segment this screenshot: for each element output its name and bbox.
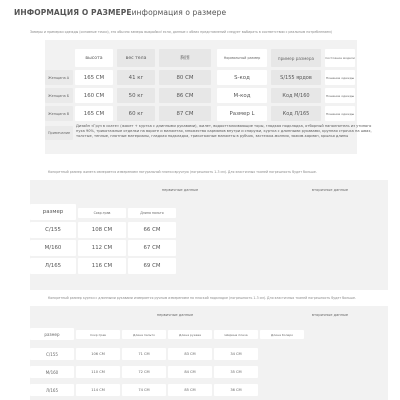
vest-size: М/160 xyxy=(30,240,76,256)
vest-chest: 108 СМ xyxy=(78,222,126,238)
jacket-shoulder: 36 СМ xyxy=(214,384,258,396)
vest-size-table xyxy=(30,180,388,290)
jacket-length: 74 СМ xyxy=(122,384,166,396)
jacket-chest: 110 СМ xyxy=(76,366,120,378)
model-sample-size: Код Л/165 xyxy=(271,106,321,121)
model-height: 165 СМ xyxy=(75,70,113,85)
vest-chest: 112 СМ xyxy=(78,240,126,256)
vest-length: 67 СМ xyxy=(128,240,176,256)
jacket-measure-note: Конкретный размер куртки с длинными рукавами измеряется ручным измерением на плоской подкладке (погрешность 1-3 см). Для эластичных тканей погрешность будет больше. xyxy=(48,296,356,300)
jacket-sleeve: 83 СМ xyxy=(168,348,212,360)
jacket-sub-bolero: Длина болеро xyxy=(260,330,304,339)
jacket-sleeve: 85 СМ xyxy=(168,384,212,396)
jacket-size-col-label: размер xyxy=(30,328,74,340)
model-row xyxy=(45,70,357,85)
jacket-group-secondary: вторичные данные xyxy=(311,313,349,317)
vest-group-primary: первичные данные xyxy=(161,188,199,192)
jacket-sub-sleeve: Длина рукава xyxy=(168,330,212,339)
vest-size-col-label: размер xyxy=(30,204,76,220)
vest-sub-chest: Сокр.трав xyxy=(78,208,126,218)
title-light: информация о размере xyxy=(131,8,227,17)
model-label: Женщина Б xyxy=(45,88,73,103)
header-sample-size: пример размера xyxy=(271,49,321,67)
model-label: Женщина А xyxy=(45,70,73,85)
vest-length: 69 СМ xyxy=(128,258,176,274)
header-normal-size: Нормальный размер xyxy=(217,49,267,67)
model-table-header xyxy=(45,49,357,67)
model-weight: 50 кг xyxy=(117,88,155,103)
vest-chest: 116 СМ xyxy=(78,258,126,274)
vest-group-secondary: вторичные данные xyxy=(311,188,349,192)
header-weight: вес тела xyxy=(117,49,155,67)
jacket-length: 72 СМ xyxy=(122,366,166,378)
header-model-state: Состояние модели xyxy=(325,49,355,67)
model-weight: 41 кг xyxy=(117,70,155,85)
model-height: 165 СМ xyxy=(75,106,113,121)
product-description: Дизайн «Груз в скате» (жакет + куртка с длинными рукавами), жилет, водоотталкивающие торы, гладкая подкладка, отборный наполнитель из утиного пуха 90%, трикотажные отделки на вороте и манжетах, множество карманов внутри и снаружи, куртка с длинными рукавами, крупная строчка на швах, толстые, теплые, плотные материалы, гладкая подкладка, трикотажные манжеты в рубчик, застежка-молния, зажим-карман, крылья длины xyxy=(76,124,372,138)
title-bold: ИНФОРМАЦИЯ О РАЗМЕРЕ xyxy=(14,8,132,17)
jacket-size: Л/165 xyxy=(30,384,74,396)
header-height: высота xyxy=(75,49,113,67)
jacket-sub-chest: Сокр.трав xyxy=(76,330,120,339)
page-title xyxy=(14,8,226,17)
jacket-chest: 114 СМ xyxy=(76,384,120,396)
jacket-size: С/155 xyxy=(30,348,74,360)
jacket-size: М/160 xyxy=(30,366,74,378)
jacket-sub-shoulder: Ширина плеча xyxy=(214,330,258,339)
model-state: Ношение одежды xyxy=(325,88,355,103)
model-normal-size: S-код xyxy=(217,70,267,85)
vest-size: Л/165 xyxy=(30,258,76,274)
jacket-chest: 106 СМ xyxy=(76,348,120,360)
model-normal-size: Размер L xyxy=(217,106,267,121)
header-bust: 胸围 xyxy=(159,49,211,67)
vest-length: 66 СМ xyxy=(128,222,176,238)
jacket-shoulder: 35 СМ xyxy=(214,366,258,378)
vest-measure-note: Конкретный размер жилета измеряется измерением натуральной плотки вручную (погрешность 1-3 см). Для эластичных тканей погрешность будет больше. xyxy=(48,170,317,174)
jacket-size-table xyxy=(30,306,388,400)
model-sample-size: Код М/160 xyxy=(271,88,321,103)
jacket-length: 71 СМ xyxy=(122,348,166,360)
model-label: Женщина В xyxy=(45,106,73,121)
vest-sub-length: Длина пальто xyxy=(128,208,176,218)
model-bust: 80 СМ xyxy=(159,70,211,85)
model-weight: 60 кг xyxy=(117,106,155,121)
model-bust: 87 СМ xyxy=(159,106,211,121)
jacket-shoulder: 34 СМ xyxy=(214,348,258,360)
model-row xyxy=(45,88,357,103)
jacket-sleeve: 84 СМ xyxy=(168,366,212,378)
top-note: Замеры и примерки одежды (основные точки), это обычно замеры выкройки! если, данные с обеих представлений следует выбирать в соответствии с реальным потреблением) xyxy=(30,30,332,34)
model-state: Ношение одежды xyxy=(325,70,355,85)
jacket-group-primary: первичные данные xyxy=(156,313,194,317)
jacket-sub-length: Длина пальто xyxy=(122,330,166,339)
model-normal-size: М-код xyxy=(217,88,267,103)
model-bust: 86 СМ xyxy=(159,88,211,103)
model-height: 160 СМ xyxy=(75,88,113,103)
vest-size: С/155 xyxy=(30,222,76,238)
model-sample-size: S/155 ярдов xyxy=(271,70,321,85)
model-state: Ношение одежды xyxy=(325,106,355,121)
model-row xyxy=(45,106,357,121)
description-label: Примечание xyxy=(45,126,73,140)
